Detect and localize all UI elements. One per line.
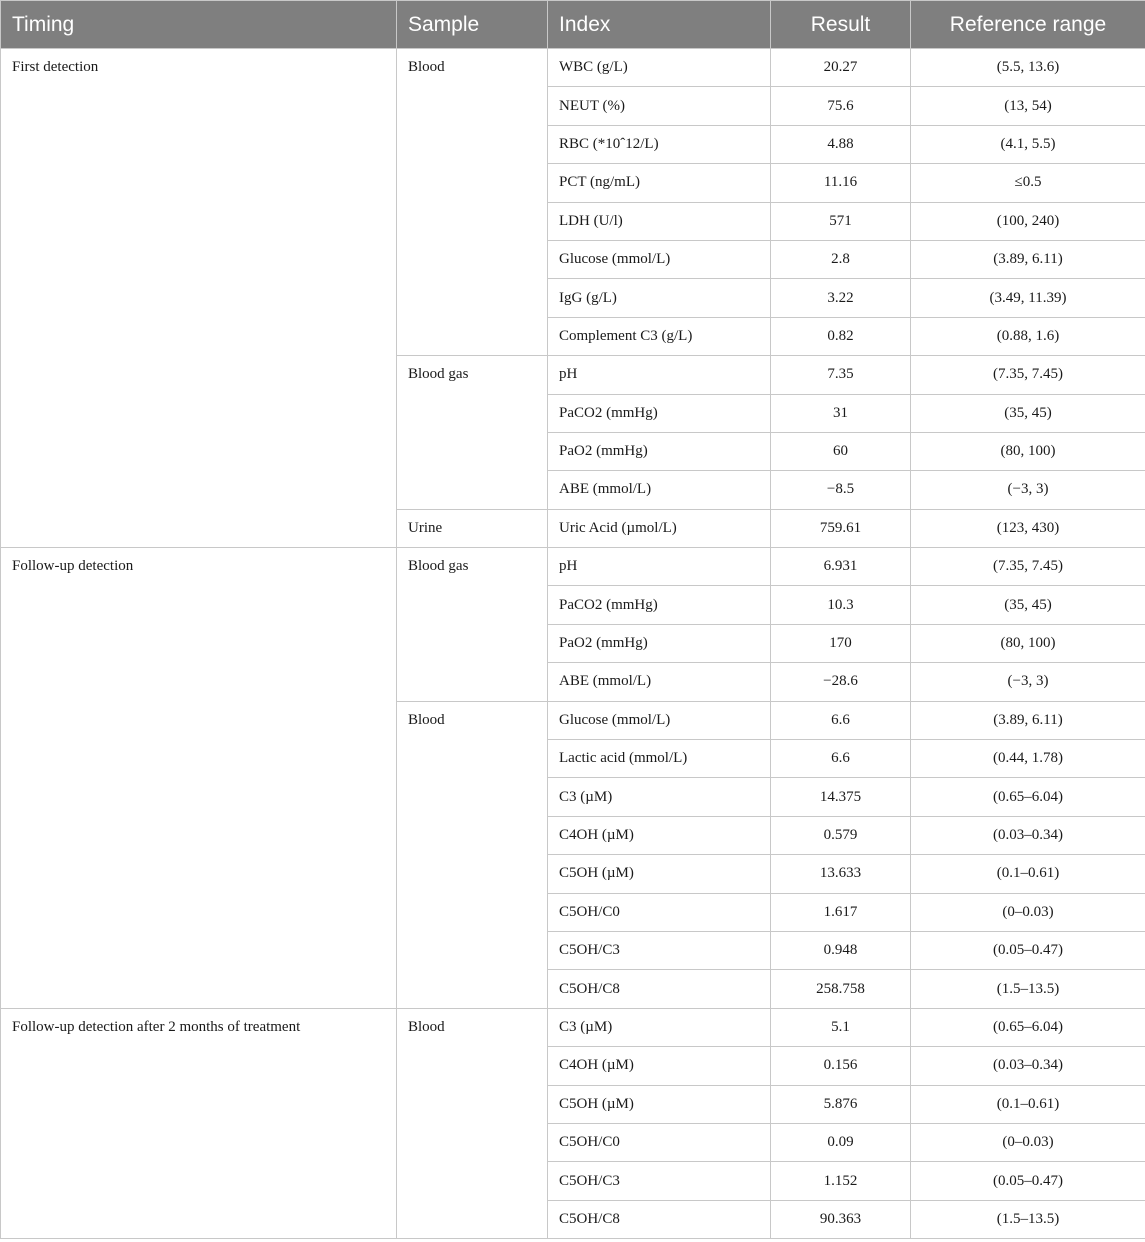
- result-cell: 13.633: [771, 855, 911, 893]
- header-timing: Timing: [1, 1, 397, 49]
- reference-range-cell: (7.35, 7.45): [911, 548, 1145, 586]
- header-index: Index: [548, 1, 771, 49]
- table-row: [1, 548, 1145, 586]
- reference-range-cell: (0.03–0.34): [911, 1047, 1145, 1085]
- index-cell: Glucose (mmol/L): [548, 240, 771, 278]
- reference-range-cell: (1.5–13.5): [911, 970, 1145, 1008]
- result-cell: 6.6: [771, 740, 911, 778]
- result-cell: 2.8: [771, 240, 911, 278]
- index-cell: C5OH/C0: [548, 893, 771, 931]
- reference-range-cell: (7.35, 7.45): [911, 356, 1145, 394]
- index-cell: C4OH (µM): [548, 816, 771, 854]
- reference-range-cell: (0.1–0.61): [911, 1085, 1145, 1123]
- index-cell: Uric Acid (µmol/L): [548, 509, 771, 547]
- table-row: [1, 1008, 1145, 1046]
- result-cell: 4.88: [771, 125, 911, 163]
- index-cell: PaCO2 (mmHg): [548, 394, 771, 432]
- reference-range-cell: (3.49, 11.39): [911, 279, 1145, 317]
- result-cell: 571: [771, 202, 911, 240]
- table-row: [1, 49, 1145, 87]
- result-cell: 0.579: [771, 816, 911, 854]
- reference-range-cell: (0.65–6.04): [911, 778, 1145, 816]
- reference-range-cell: (0.1–0.61): [911, 855, 1145, 893]
- index-cell: RBC (*10ˆ12/L): [548, 125, 771, 163]
- reference-range-cell: (0–0.03): [911, 893, 1145, 931]
- reference-range-cell: (0–0.03): [911, 1123, 1145, 1161]
- result-cell: 90.363: [771, 1200, 911, 1238]
- result-cell: 1.617: [771, 893, 911, 931]
- reference-range-cell: (0.05–0.47): [911, 1162, 1145, 1200]
- index-cell: pH: [548, 548, 771, 586]
- result-cell: 5.876: [771, 1085, 911, 1123]
- index-cell: C5OH/C8: [548, 970, 771, 1008]
- result-cell: 20.27: [771, 49, 911, 87]
- reference-range-cell: (5.5, 13.6): [911, 49, 1145, 87]
- result-cell: 60: [771, 432, 911, 470]
- result-cell: 1.152: [771, 1162, 911, 1200]
- header-result: Result: [771, 1, 911, 49]
- index-cell: ABE (mmol/L): [548, 663, 771, 701]
- reference-range-cell: (−3, 3): [911, 471, 1145, 509]
- result-cell: 75.6: [771, 87, 911, 125]
- reference-range-cell: ≤0.5: [911, 164, 1145, 202]
- index-cell: PaO2 (mmHg): [548, 624, 771, 662]
- index-cell: WBC (g/L): [548, 49, 771, 87]
- result-cell: 0.09: [771, 1123, 911, 1161]
- reference-range-cell: (35, 45): [911, 586, 1145, 624]
- result-cell: 0.82: [771, 317, 911, 355]
- index-cell: NEUT (%): [548, 87, 771, 125]
- index-cell: Complement C3 (g/L): [548, 317, 771, 355]
- sample-cell: Urine: [397, 509, 548, 547]
- index-cell: C5OH/C8: [548, 1200, 771, 1238]
- index-cell: C5OH/C3: [548, 1162, 771, 1200]
- index-cell: LDH (U/l): [548, 202, 771, 240]
- index-cell: Lactic acid (mmol/L): [548, 740, 771, 778]
- header-reference-range: Reference range: [911, 1, 1145, 49]
- reference-range-cell: (123, 430): [911, 509, 1145, 547]
- reference-range-cell: (1.5–13.5): [911, 1200, 1145, 1238]
- result-cell: −8.5: [771, 471, 911, 509]
- index-cell: C5OH (µM): [548, 855, 771, 893]
- reference-range-cell: (0.88, 1.6): [911, 317, 1145, 355]
- reference-range-cell: (100, 240): [911, 202, 1145, 240]
- result-cell: 5.1: [771, 1008, 911, 1046]
- result-cell: 170: [771, 624, 911, 662]
- index-cell: ABE (mmol/L): [548, 471, 771, 509]
- reference-range-cell: (0.05–0.47): [911, 931, 1145, 969]
- reference-range-cell: (80, 100): [911, 624, 1145, 662]
- result-cell: 10.3: [771, 586, 911, 624]
- index-cell: C5OH (µM): [548, 1085, 771, 1123]
- header-row: [1, 1, 1145, 49]
- result-cell: 14.375: [771, 778, 911, 816]
- index-cell: Glucose (mmol/L): [548, 701, 771, 739]
- reference-range-cell: (4.1, 5.5): [911, 125, 1145, 163]
- timing-cell: Follow-up detection: [1, 548, 397, 1009]
- result-cell: 6.931: [771, 548, 911, 586]
- sample-cell: Blood: [397, 49, 548, 356]
- index-cell: PCT (ng/mL): [548, 164, 771, 202]
- result-cell: 11.16: [771, 164, 911, 202]
- reference-range-cell: (3.89, 6.11): [911, 240, 1145, 278]
- index-cell: C5OH/C3: [548, 931, 771, 969]
- sample-cell: Blood: [397, 1008, 548, 1238]
- reference-range-cell: (0.03–0.34): [911, 816, 1145, 854]
- index-cell: IgG (g/L): [548, 279, 771, 317]
- result-cell: 3.22: [771, 279, 911, 317]
- sample-cell: Blood gas: [397, 356, 548, 510]
- reference-range-cell: (0.65–6.04): [911, 1008, 1145, 1046]
- result-cell: 0.948: [771, 931, 911, 969]
- result-cell: 31: [771, 394, 911, 432]
- result-cell: −28.6: [771, 663, 911, 701]
- header-sample: Sample: [397, 1, 548, 49]
- sample-cell: Blood: [397, 701, 548, 1008]
- index-cell: C3 (µM): [548, 778, 771, 816]
- reference-range-cell: (−3, 3): [911, 663, 1145, 701]
- result-cell: 759.61: [771, 509, 911, 547]
- reference-range-cell: (13, 54): [911, 87, 1145, 125]
- index-cell: C5OH/C0: [548, 1123, 771, 1161]
- reference-range-cell: (0.44, 1.78): [911, 740, 1145, 778]
- index-cell: C3 (µM): [548, 1008, 771, 1046]
- result-cell: 0.156: [771, 1047, 911, 1085]
- timing-cell: Follow-up detection after 2 months of treatment: [1, 1008, 397, 1238]
- sample-cell: Blood gas: [397, 548, 548, 702]
- table-body: [1, 49, 1145, 1239]
- reference-range-cell: (35, 45): [911, 394, 1145, 432]
- result-cell: 258.758: [771, 970, 911, 1008]
- index-cell: PaO2 (mmHg): [548, 432, 771, 470]
- reference-range-cell: (3.89, 6.11): [911, 701, 1145, 739]
- index-cell: PaCO2 (mmHg): [548, 586, 771, 624]
- result-cell: 6.6: [771, 701, 911, 739]
- index-cell: pH: [548, 356, 771, 394]
- timing-cell: First detection: [1, 49, 397, 548]
- result-cell: 7.35: [771, 356, 911, 394]
- index-cell: C4OH (µM): [548, 1047, 771, 1085]
- reference-range-cell: (80, 100): [911, 432, 1145, 470]
